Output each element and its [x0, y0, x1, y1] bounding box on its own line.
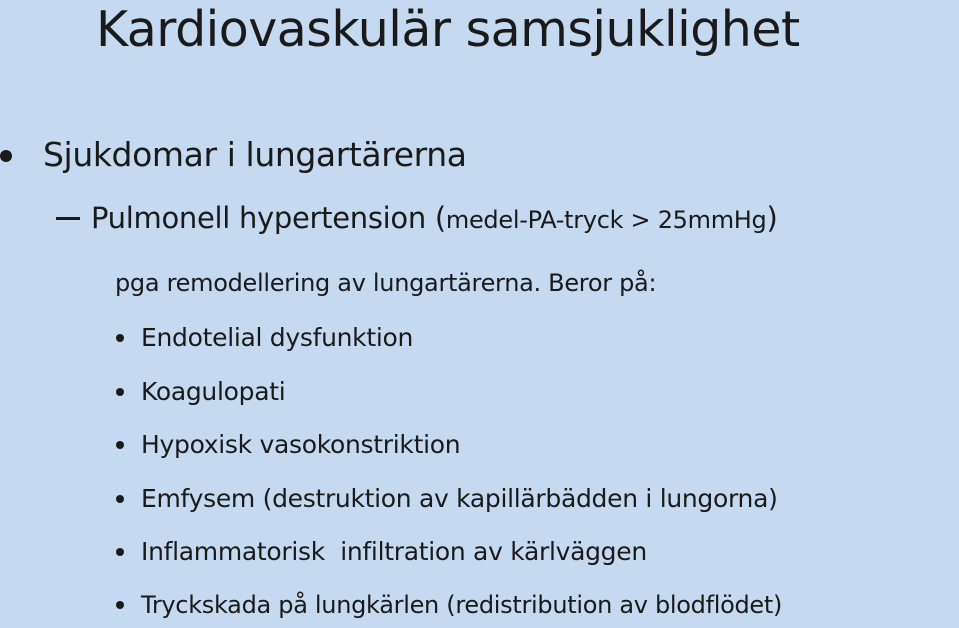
slide-title: Kardiovaskulär samsjuklighet	[96, 1, 800, 58]
level2-main: Pulmonell hypertension (	[91, 201, 446, 235]
level2-close-paren: )	[766, 201, 778, 235]
list-item-text: Endotelial dysfunktion	[141, 323, 414, 352]
bullet-dot-icon	[116, 601, 124, 609]
bullet-dot-icon	[116, 441, 124, 449]
list-item-text: Inflammatorisk infiltration av kärlväggen	[141, 537, 647, 566]
list-item-text: Hypoxisk vasokonstriktion	[141, 430, 461, 459]
list-item-text: Tryckskada på lungkärlen (redistribution av blodflödet)	[141, 591, 783, 619]
level2-text	[91, 196, 778, 242]
bullet-dot-icon	[0, 150, 12, 162]
bullet-dot-icon	[116, 388, 124, 396]
level2-pressure-note: medel-PA-tryck > 25mmHg	[445, 206, 767, 234]
list-item-text: Emfysem (destruktion av kapillärbädden i lungorna)	[141, 484, 778, 513]
bullet-dot-icon	[116, 334, 124, 342]
bullet-dot-icon	[116, 548, 124, 556]
plain-line: pga remodellering av lungartärerna. Beror på:	[115, 269, 657, 297]
dash-bullet-icon	[56, 217, 80, 220]
level1-text: Sjukdomar i lungartärerna	[43, 135, 467, 174]
list-item-text: Koagulopati	[141, 377, 286, 406]
bullet-dot-icon	[116, 495, 124, 503]
